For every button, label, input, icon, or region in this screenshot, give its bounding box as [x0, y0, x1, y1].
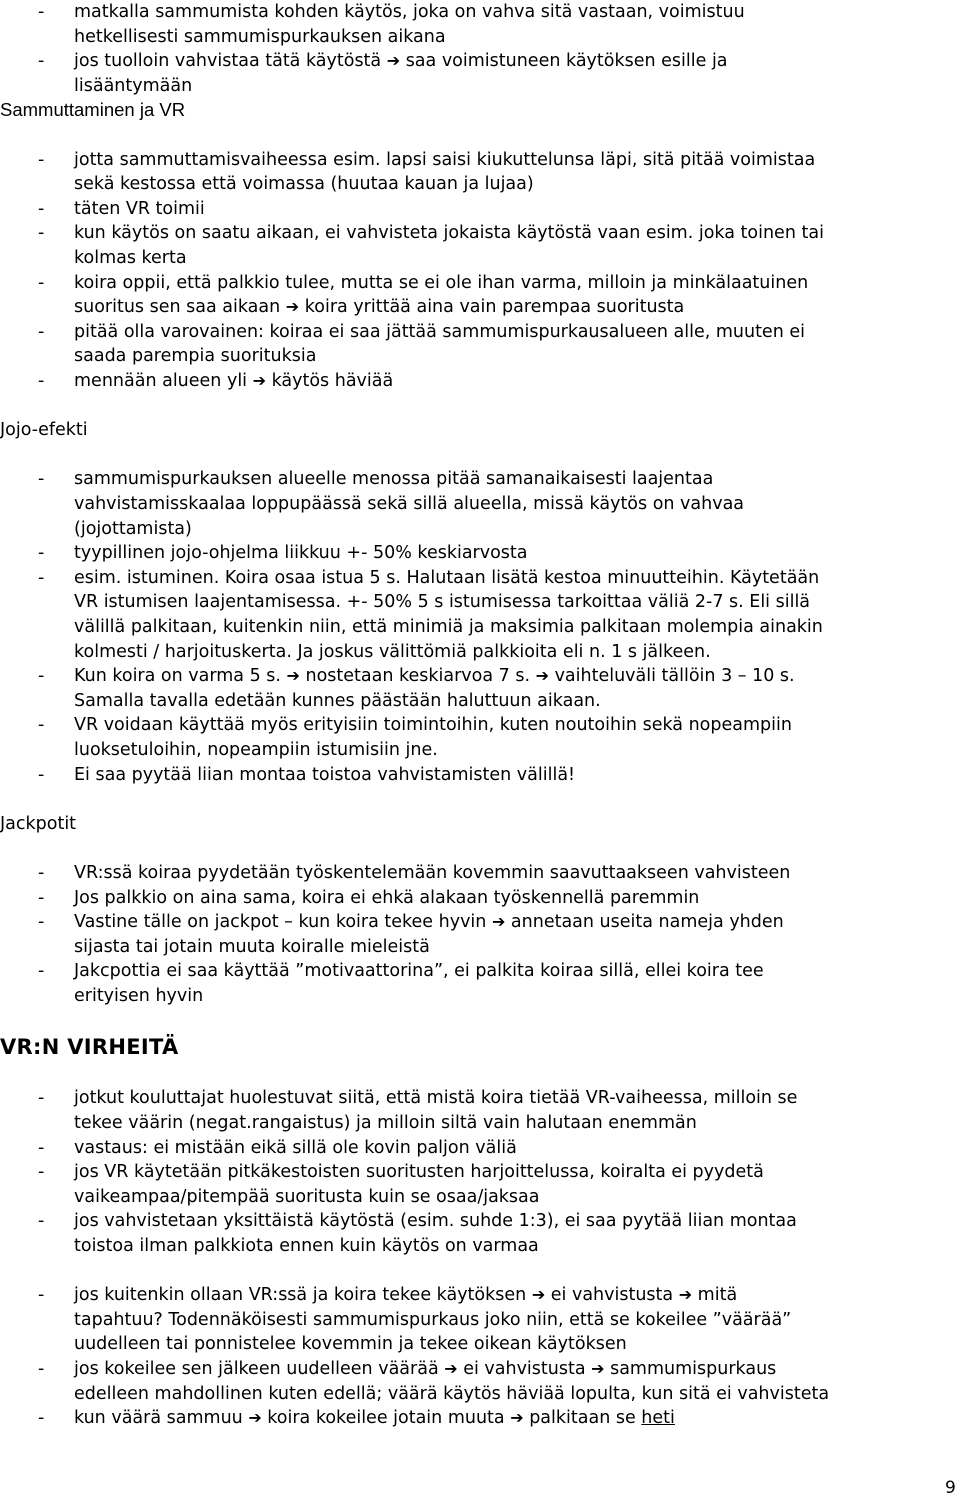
bullet-dash: -	[38, 764, 45, 785]
arrow-right-icon: ➔	[491, 912, 506, 932]
bullet-dash: -	[38, 961, 45, 982]
item-text: täten VR toimii	[74, 198, 205, 219]
bullet-dash: -	[38, 1162, 45, 1183]
item-text: Ei saa pyytää liian montaa toistoa vahvistamisten välillä!	[74, 764, 576, 785]
item-text: tekee väärin (negat.rangaistus) ja milloin siltä vain halutaan enemmän	[74, 1113, 697, 1133]
item-text: välillä palkitaan, kuitenkin niin, että minimiä ja maksimia palkitaan molempia ainakin	[74, 617, 823, 637]
arrow-right-icon: ➔	[531, 1285, 546, 1305]
arrow-right-icon: ➔	[285, 297, 300, 317]
bullet-dash: -	[38, 715, 45, 736]
item-text: suoritus sen saa aikaan ➔ koira yrittää aina vain parempaa suoritusta	[74, 297, 685, 318]
bullet-dash: -	[38, 272, 45, 293]
item-text: sekä kestossa että voimassa (huutaa kauan ja lujaa)	[74, 174, 534, 195]
item-text: Jakcpottia ei saa käyttää ”motivaattorina”, ei palkita koiraa sillä, ellei koira tee	[74, 961, 764, 982]
bullet-dash: -	[38, 51, 45, 72]
item-text: koira oppii, että palkkio tulee, mutta se ei ole ihan varma, milloin ja minkälaatuinen	[74, 272, 809, 293]
section-heading: VR:N VIRHEITÄ	[0, 1035, 179, 1060]
item-text: sammumispurkauksen alueelle menossa pitää samanaikaisesti laajentaa	[74, 469, 714, 490]
arrow-right-icon: ➔	[591, 1359, 605, 1378]
arrow-right-icon: ➔	[386, 51, 401, 71]
arrow-right-icon: ➔	[444, 1359, 458, 1378]
item-text: esim. istuminen. Koira osaa istua 5 s. Halutaan lisätä kestoa minuutteihin. Käytetään	[74, 567, 820, 588]
bullet-dash: -	[38, 1285, 45, 1306]
item-text: jos vahvistetaan yksittäistä käytöstä (esim. suhde 1:3), ei saa pyytää liian montaa	[74, 1211, 797, 1232]
item-text: kolmesti / harjoituskerta. Ja joskus välittömiä palkkioita eli n. 1 s jälkeen.	[74, 641, 711, 662]
item-text: jos VR käytetään pitkäkestoisten suoritusten harjoittelussa, koiralta ei pyydetä	[74, 1162, 764, 1183]
arrow-right-icon: ➔	[252, 371, 267, 390]
item-text: jos kokeilee sen jälkeen uudelleen väärää ➔ ei vahvistusta ➔ sammumispurkaus	[74, 1359, 777, 1379]
arrow-right-icon: ➔	[286, 666, 300, 686]
item-text: (jojottamista)	[74, 518, 192, 539]
item-text: uudelleen tai ponnistelee kovemmin ja tekee oikean käytöksen	[74, 1334, 627, 1355]
bullet-dash: -	[38, 2, 45, 22]
item-text: Samalla tavalla edetään kunnes päästään haluttuun aikaan.	[74, 690, 601, 711]
bullet-dash: -	[38, 912, 45, 933]
item-text: vahvistamisskaalaa loppupäässä sekä sillä alueella, missä käytös on vahvaa	[74, 494, 745, 514]
item-text: pitää olla varovainen: koiraa ei saa jättää sammumispurkausalueen alle, muuten ei	[74, 321, 805, 342]
item-text: jos kuitenkin ollaan VR:ssä ja koira tekee käytöksen ➔ ei vahvistusta ➔ mitä	[74, 1285, 738, 1306]
arrow-right-icon: ➔	[535, 666, 549, 686]
item-text: VR:ssä koiraa pyydetään työskentelemään kovemmin saavuttaakseen vahvisteen	[74, 863, 791, 883]
item-text: kun käytös on saatu aikaan, ei vahvisteta jokaista käytöstä vaan esim. joka toinen tai	[74, 223, 824, 244]
bullet-dash: -	[38, 1137, 45, 1158]
page-number: 9	[945, 1478, 956, 1498]
arrow-right-icon: ➔	[510, 1408, 524, 1428]
item-text: edelleen mahdollinen kuten edellä; väärä käytös häviää lopulta, kun sitä ei vahvisteta	[74, 1383, 830, 1404]
item-text: mennään alueen yli ➔ käytös häviää	[74, 371, 394, 391]
item-text: VR istumisen laajentamisessa. +- 50% 5 s istumisessa tarkoittaa väliä 2-7 s. Eli sillä	[74, 592, 811, 613]
item-text: vaikeampaa/pitempää suoritusta kuin se osaa/jaksaa	[74, 1186, 540, 1207]
item-text: jotkut kouluttajat huolestuvat siitä, että mistä koira tietää VR-vaiheessa, milloin se	[74, 1088, 798, 1109]
bullet-dash: -	[38, 321, 45, 342]
item-text: jos tuolloin vahvistaa tätä käytöstä ➔ saa voimistuneen käytöksen esille ja	[74, 51, 728, 72]
item-text: jotta sammuttamisvaiheessa esim. lapsi saisi kiukuttelunsa läpi, sitä pitää voimistaa	[74, 149, 816, 170]
item-text: vastaus: ei mistään eikä sillä ole kovin paljon väliä	[74, 1137, 517, 1158]
bullet-dash: -	[38, 469, 45, 490]
item-text: Kun koira on varma 5 s. ➔ nostetaan keskiarvoa 7 s. ➔ vaihteluväli tällöin 3 – 10 s.	[74, 666, 795, 687]
bullet-dash: -	[38, 1408, 45, 1429]
arrow-right-icon: ➔	[248, 1408, 262, 1428]
bullet-dash: -	[38, 1359, 45, 1379]
bullet-dash: -	[38, 371, 45, 391]
bullet-dash: -	[38, 543, 45, 564]
bullet-dash: -	[38, 887, 45, 908]
item-text: VR voidaan käyttää myös erityisiin toimintoihin, kuten noutoihin sekä nopeampiin	[74, 715, 792, 736]
bullet-dash: -	[38, 198, 45, 219]
bullet-dash: -	[38, 1088, 45, 1109]
bullet-dash: -	[38, 863, 45, 883]
item-text: sijasta tai jotain muuta koiralle mieleistä	[74, 936, 430, 957]
item-text: toistoa ilman palkkiota ennen kuin käytös on varmaa	[74, 1236, 539, 1256]
item-text: lisääntymään	[74, 75, 193, 96]
item-text: Vastine tälle on jackpot – kun koira tekee hyvin ➔ annetaan useita nameja yhden	[74, 912, 784, 933]
section-heading: Jackpotit	[0, 813, 77, 834]
item-text: saada parempia suorituksia	[74, 346, 317, 367]
arrow-right-icon: ➔	[678, 1285, 693, 1305]
bullet-dash: -	[38, 149, 45, 170]
section-heading: Sammuttaminen ja VR	[0, 99, 186, 121]
section-heading: Jojo-efekti	[0, 420, 88, 441]
item-text: erityisen hyvin	[74, 986, 204, 1006]
item-text: tapahtuu? Todennäköisesti sammumispurkaus joko niin, että se kokeilee ”väärää”	[74, 1309, 792, 1330]
item-text: tyypillinen jojo-ohjelma liikkuu +- 50% keskiarvosta	[74, 543, 528, 564]
bullet-dash: -	[38, 1211, 45, 1232]
item-text: kolmas kerta	[74, 248, 187, 268]
item-text: hetkellisesti sammumispurkauksen aikana	[74, 26, 446, 47]
item-text: kun väärä sammuu ➔ koira kokeilee jotain muuta ➔ palkitaan se heti	[74, 1408, 675, 1429]
item-text: matkalla sammumista kohden käytös, joka on vahva sitä vastaan, voimistuu	[74, 2, 745, 22]
underlined-text: heti	[641, 1408, 675, 1429]
item-text: Jos palkkio on aina sama, koira ei ehkä alakaan työskennellä paremmin	[74, 887, 700, 908]
item-text: luoksetuloihin, nopeampiin istumisiin jne.	[74, 740, 438, 760]
bullet-dash: -	[38, 223, 45, 244]
bullet-dash: -	[38, 567, 45, 588]
bullet-dash: -	[38, 666, 45, 687]
